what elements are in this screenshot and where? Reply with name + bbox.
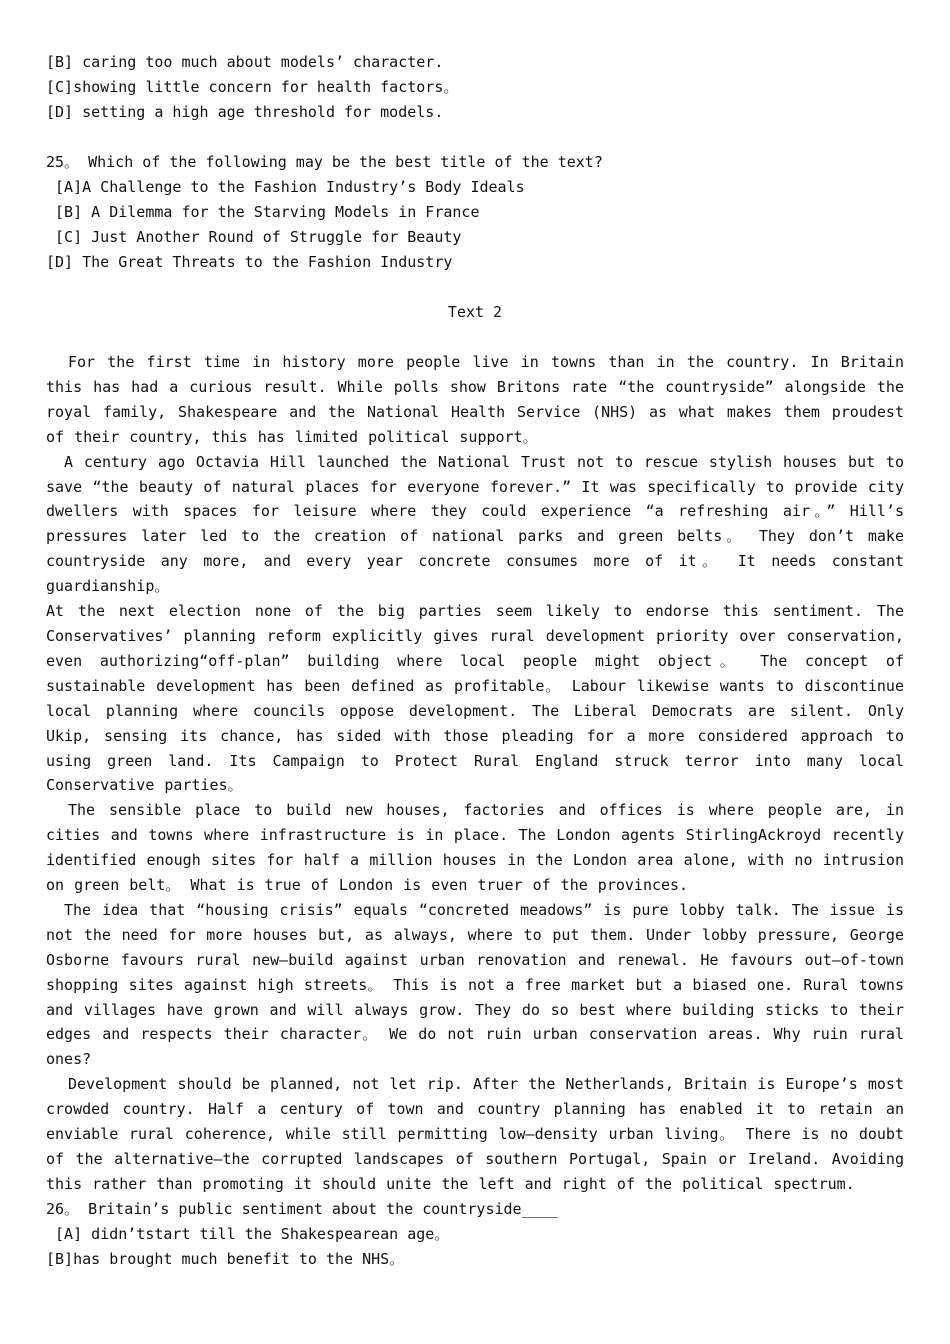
passage-paragraph-5: The idea that “housing crisis” equals “concreted meadows” is pure lobby talk. The issue is not the need for more houses but, as always, where to put them. Under lobby pressure, George Osborne favours rural new—build against urban renovation and renewal. He favours out—of-town shopping sites against high streets。 This is not a free market but a biased one. Rural towns and villages have grown and will always grow. They do so best where building sticks to their edges and respects their character。 We do not ruin urban conservation areas. Why ruin rural ones? [46,900,904,1069]
spacer [46,275,904,300]
q26-question: 26。 Britain’s public sentiment about the countryside____ [46,1199,558,1218]
passage [46,350,904,1197]
document-page [46,50,904,1272]
question-25 [46,150,904,275]
passage-paragraph-4: The sensible place to build new houses, factories and offices is where people are, in cities and towns where infrastructure is in place. The London agents StirlingAckroyd recently identified enough sites for half a million houses in the London area alone, with no intrusion on green belt。 What is true of London is even truer of the provinces. [46,801,904,895]
q25-option-b: [B] A Dilemma for the Starving Models in France [46,203,480,221]
spacer [46,325,904,350]
passage-paragraph-2: A century ago Octavia Hill launched the National Trust not to rescue stylish houses but to save “the beauty of natural places for everyone forever.” It was specifically to provide city dwellers with spaces for leisure where they could experience “a refreshing air。” Hill’s pressures later led to the creation of national parks and green belts。 They don’t make countryside any more, and every year concrete consumes more of it。 It needs constant guardianship。 [46,452,904,596]
q25-question: 25。 Which of the following may be the best title of the text? [46,153,603,171]
q26-option-a: [A] didn’tstart till the Shakespearean age。 [46,1224,450,1243]
passage-paragraph-3: At the next election none of the big parties seem likely to endorse this sentiment. The Conservatives’ planning reform explicitly gives rural development priority over conservation, even authorizing“off-plan” building where local people might object。 The concept of sustainable development has been defined as profitable。 Labour likewise wants to discontinue local planning where councils oppose development. The Liberal Democrats are silent. Only Ukip, sensing its chance, has sided with those pleading for a more considered approach to using green land. Its Campaign to Protect Rural England struck terror into many local Conservative parties。 [46,602,904,795]
spacer [46,125,904,150]
q24-option-d: [D] setting a high age threshold for models. [46,103,444,121]
q25-option-c: [C] Just Another Round of Struggle for Beauty [46,228,462,246]
question-26 [46,1197,904,1272]
q26-option-b: [B]has brought much benefit to the NHS。 [46,1249,405,1268]
q25-option-a: [A]A Challenge to the Fashion Industry’s Body Ideals [46,178,525,196]
q24-option-b: [B] caring too much about models’ character. [46,53,444,71]
q24-option-c: [C]showing little concern for health factors。 [46,78,459,96]
q24-options [46,50,904,125]
passage-paragraph-1: For the first time in history more people live in towns than in the country. In Britain this has had a curious result. While polls show Britons rate “the countryside” alongside the royal family, Shakespeare and the National Health Service (NHS) as what makes them proudest of their country, this has limited political support。 [46,353,904,446]
passage-paragraph-6: Development should be planned, not let rip. After the Netherlands, Britain is Europe’s most crowded country. Half a century of town and country planning has enabled it to retain an enviable rural coherence, while still permitting low—density urban living。 There is no doubt of the alternative—the corrupted landscapes of southern Portugal, Spain or Ireland. Avoiding this rather than promoting it should unite the left and right of the political spectrum. [46,1075,904,1193]
text-title: Text 2 [447,303,503,321]
q25-option-d: [D] The Great Threats to the Fashion Industry [46,253,453,271]
